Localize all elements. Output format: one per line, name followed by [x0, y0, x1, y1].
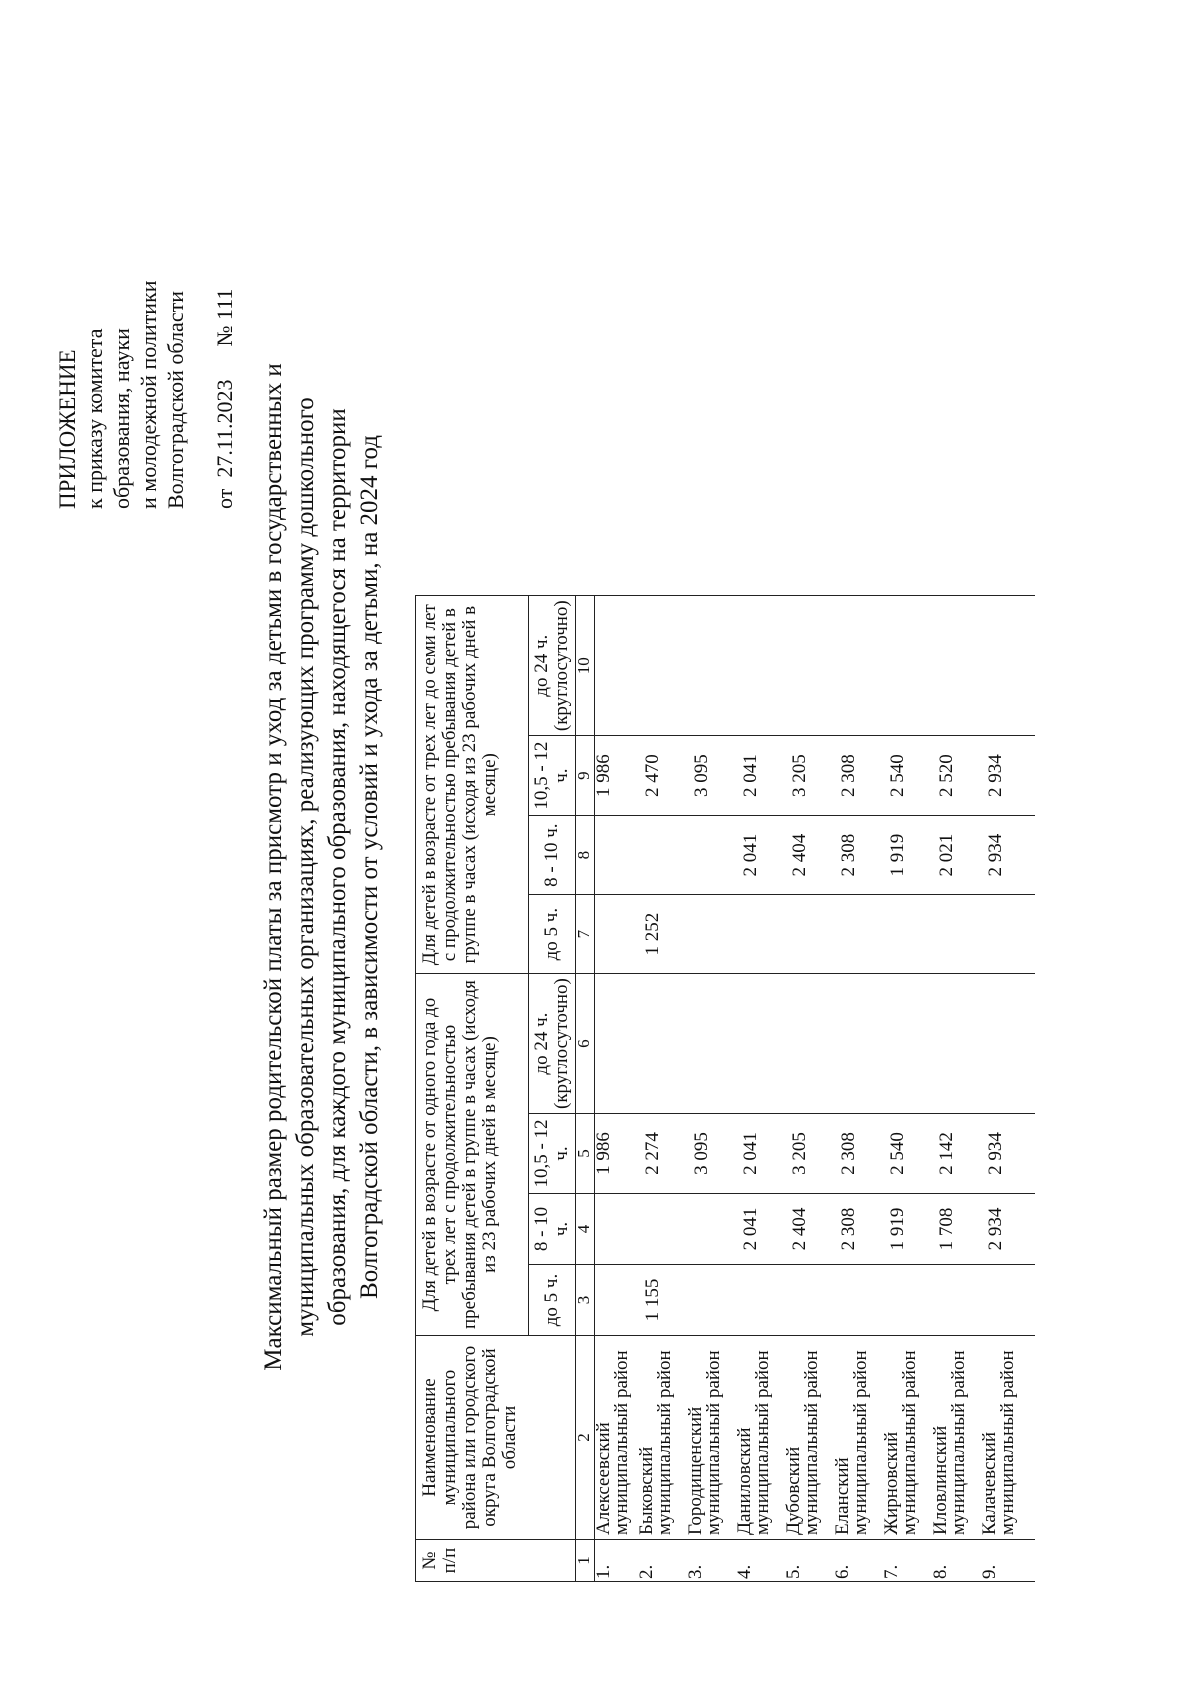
row-name: Калачевский муниципальный район [981, 1336, 1035, 1540]
row-value [883, 895, 932, 974]
row-value: 2 470 [638, 736, 687, 816]
table-row [736, 596, 785, 1582]
table-row [687, 596, 736, 1582]
row-value: 3 095 [687, 1114, 736, 1194]
row-value [981, 974, 1035, 1114]
approval-line: Волгоградской области [163, 291, 188, 509]
order-date: 27.11.2023 [212, 379, 237, 478]
order-line [211, 280, 238, 509]
row-value: 1 252 [638, 895, 687, 974]
row-value [736, 895, 785, 974]
row-value [834, 596, 883, 736]
document-title: Максимальный размер родительской платы за присмотр и уход за детьми в государственных и муниципальных образовательных организациях, реализующих программу дошкольного образования, для каждого муниципального образования, находящегося на территории Волгоградской области, в зависимости от условий и ухода за детьми, на 2024 год [260, 363, 383, 1371]
row-value: 1 708 [932, 1194, 981, 1265]
row-value [834, 974, 883, 1114]
row-value [595, 596, 639, 736]
row-name: Городищенский муниципальный район [687, 1336, 736, 1540]
approval-line: образования, науки [109, 328, 134, 509]
column-number: 8 [576, 816, 595, 895]
row-value [736, 596, 785, 736]
row-index: 2. [638, 1540, 687, 1582]
header-sub: 8 - 10 ч. [529, 816, 576, 895]
row-value [638, 974, 687, 1114]
order-number: № 111 [212, 288, 237, 347]
row-value: 2 041 [736, 1194, 785, 1265]
row-value: 1 919 [883, 816, 932, 895]
row-value: 2 041 [736, 1114, 785, 1194]
row-value: 1 986 [595, 736, 639, 816]
row-value [981, 1265, 1035, 1336]
row-value: 2 021 [932, 816, 981, 895]
approval-title: ПРИЛОЖЕНИЕ [55, 349, 80, 509]
row-name: Алексеевский муниципальный район [595, 1336, 639, 1540]
row-value: 3 095 [687, 736, 736, 816]
column-number: 1 [576, 1540, 595, 1582]
column-number: 7 [576, 895, 595, 974]
row-value [687, 1194, 736, 1265]
row-value: 2 934 [981, 736, 1035, 816]
table-body [595, 596, 1036, 1582]
row-index: 4. [736, 1540, 785, 1582]
row-index: 7. [883, 1540, 932, 1582]
row-name: Дубовский муниципальный район [785, 1336, 834, 1540]
row-value: 3 205 [785, 736, 834, 816]
row-value [834, 1265, 883, 1336]
table-row [981, 596, 1035, 1582]
column-number: 2 [576, 1336, 595, 1540]
table-row [932, 596, 981, 1582]
row-name: Еланский муниципальный район [834, 1336, 883, 1540]
row-value [638, 1194, 687, 1265]
row-index: 3. [687, 1540, 736, 1582]
row-value: 3 205 [785, 1114, 834, 1194]
approval-line: и молодежной политики [136, 280, 161, 509]
approval-block [54, 280, 238, 509]
row-name: Быковский муниципальный район [638, 1336, 687, 1540]
row-value [932, 596, 981, 736]
row-value [981, 596, 1035, 736]
row-value: 2 274 [638, 1114, 687, 1194]
row-value: 2 540 [883, 736, 932, 816]
row-value [687, 974, 736, 1114]
row-value: 2 041 [736, 816, 785, 895]
row-value [638, 816, 687, 895]
row-value [834, 895, 883, 974]
row-value [932, 1265, 981, 1336]
row-value [595, 974, 639, 1114]
row-value: 2 308 [834, 1114, 883, 1194]
header-sub: до 5 ч. [529, 895, 576, 974]
row-value: 2 041 [736, 736, 785, 816]
row-value: 2 934 [981, 1114, 1035, 1194]
row-value: 2 520 [932, 736, 981, 816]
row-value: 2 404 [785, 1194, 834, 1265]
table-row [638, 596, 687, 1582]
row-value [785, 895, 834, 974]
row-value: 1 919 [883, 1194, 932, 1265]
row-value [785, 974, 834, 1114]
row-value [595, 895, 639, 974]
row-name: Жирновский муниципальный район [883, 1336, 932, 1540]
header-sub: до 24 ч. (круглосуточно) [529, 596, 576, 736]
header-name: Наименование муниципального района или городского округа Волгоградской области [416, 1336, 576, 1540]
row-value [736, 974, 785, 1114]
column-number: 5 [576, 1114, 595, 1194]
row-name: Иловлинский муниципальный район [932, 1336, 981, 1540]
row-value [595, 1265, 639, 1336]
row-name: Даниловский муниципальный район [736, 1336, 785, 1540]
row-value: 2 308 [834, 816, 883, 895]
header-num: № п/п [416, 1540, 576, 1582]
row-value: 1 986 [595, 1114, 639, 1194]
row-value: 2 540 [883, 1114, 932, 1194]
row-value [687, 1265, 736, 1336]
row-value: 2 142 [932, 1114, 981, 1194]
row-value [883, 1265, 932, 1336]
column-number: 9 [576, 736, 595, 816]
row-index: 1. [595, 1540, 639, 1582]
column-number: 4 [576, 1194, 595, 1265]
row-value [883, 596, 932, 736]
row-value [595, 1194, 639, 1265]
order-prefix: от [212, 488, 237, 509]
column-number: 10 [576, 596, 595, 736]
row-value: 2 934 [981, 816, 1035, 895]
row-value [883, 974, 932, 1114]
row-value [785, 596, 834, 736]
header-sub: до 5 ч. [529, 1265, 576, 1336]
row-value [687, 596, 736, 736]
row-value: 1 155 [638, 1265, 687, 1336]
row-value [785, 1265, 834, 1336]
row-index: 8. [932, 1540, 981, 1582]
header-group-3-7: Для детей в возрасте от трех лет до семи лет с продолжительностью пребывания детей в группе в часах (исходя из 23 рабочих дней в месяце) [416, 596, 529, 974]
column-number: 6 [576, 974, 595, 1114]
table-row [595, 596, 639, 1582]
header-group-1-3: Для детей в возрасте от одного года до трех лет с продолжительностью пребывания детей в группе в часах (исходя из 23 рабочих дней в месяце) [416, 974, 529, 1336]
table-row [785, 596, 834, 1582]
row-value [687, 895, 736, 974]
table-row [883, 596, 932, 1582]
row-index: 5. [785, 1540, 834, 1582]
row-index: 9. [981, 1540, 1035, 1582]
row-value [981, 895, 1035, 974]
row-value: 2 934 [981, 1194, 1035, 1265]
row-value: 2 404 [785, 816, 834, 895]
row-value [932, 974, 981, 1114]
row-value: 2 308 [834, 736, 883, 816]
header-sub: 8 - 10 ч. [529, 1194, 576, 1265]
row-value: 2 308 [834, 1194, 883, 1265]
fees-table [415, 595, 1035, 1582]
header-sub: 10,5 - 12 ч. [529, 736, 576, 816]
header-sub: до 24 ч. (круглосуточно) [529, 974, 576, 1114]
row-value [687, 816, 736, 895]
row-index: 6. [834, 1540, 883, 1582]
row-value [638, 596, 687, 736]
row-value [736, 1265, 785, 1336]
row-value [595, 816, 639, 895]
table-row [834, 596, 883, 1582]
row-value [932, 895, 981, 974]
approval-line: к приказу комитета [82, 328, 107, 509]
header-sub: 10,5 - 12 ч. [529, 1114, 576, 1194]
column-number: 3 [576, 1265, 595, 1336]
